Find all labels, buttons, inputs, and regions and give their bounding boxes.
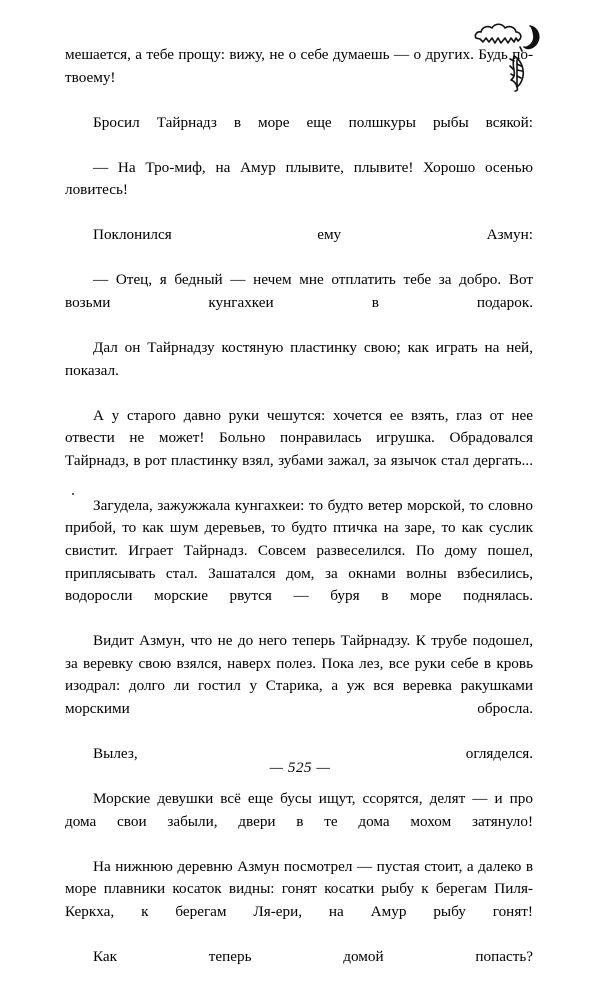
scan-speckle-artifact bbox=[72, 493, 74, 495]
paragraph: Видит Азмун, что не до него теперь Тайрнадзу. К трубе подошел, за веревку свою взялся, наверх полез. Пока лез, все руки себе в кровь изодрал: долго ли гостил у Старика, а уж вся веревка ракушками морскими обросла. bbox=[65, 632, 533, 717]
paragraph: Морские девушки всё еще бусы ищут, ссорятся, делят — и про дома свои забыли, двери в те дома мохом затянуло! bbox=[65, 790, 533, 830]
paragraph: Поклонился ему Азмун: bbox=[93, 226, 533, 244]
paragraph: А у старого давно руки чешутся: хочется ее взять, глаз от нее отвести не может! Больно понравилась игрушка. Обрадовался Тайрнадз, в рот пластинку взял, зубами зажал, за язычок стал дергать... bbox=[65, 406, 533, 469]
paragraph: — Отец, я бедный — нечем мне отплатить тебе за добро. Вот возьми кунгахкеи в подарок. bbox=[65, 271, 533, 312]
paragraph: Как теперь домой попасть? bbox=[93, 947, 533, 965]
paragraph: Бросил Тайрнадз в море еще полшкуры рыбы всякой: bbox=[93, 113, 533, 131]
paragraph: Дал он Тайрнадзу костяную пластинку свою; как играть на ней, показал. bbox=[65, 339, 533, 379]
paragraph: Загудела, зажужжала кунгахкеи: то будто ветер морской, то словно прибой, то как шум деревьев, то будто птичка на заре, то как суслик свистит. Играет Тайрнадз. Совсем развеселился. По дому пошел, приплясывать стал. Зашатался дом, за окнами волны взбесились, водоросли морские рвутся — буря в море поднялась. bbox=[65, 496, 533, 605]
paragraph: Вылез, огляделся. bbox=[93, 744, 533, 762]
page-number: — 525 — bbox=[269, 760, 331, 776]
page-body-text bbox=[65, 44, 533, 991]
paragraph: мешается, а тебе прощу: вижу, не о себе думаешь — о других. Будь по-твоему! bbox=[65, 46, 533, 86]
paragraph: На нижнюю деревню Азмун посмотрел — пустая стоит, а далеко в море плавники косаток видны: гонят косатки рыбу к берегам Пиля-Керкха, к берегам Ля-ери, на Амур рыбу гонят! bbox=[65, 857, 533, 920]
paragraph: — На Тро-миф, на Амур плывите, плывите! Хорошо осенью ловитесь! bbox=[65, 158, 533, 199]
